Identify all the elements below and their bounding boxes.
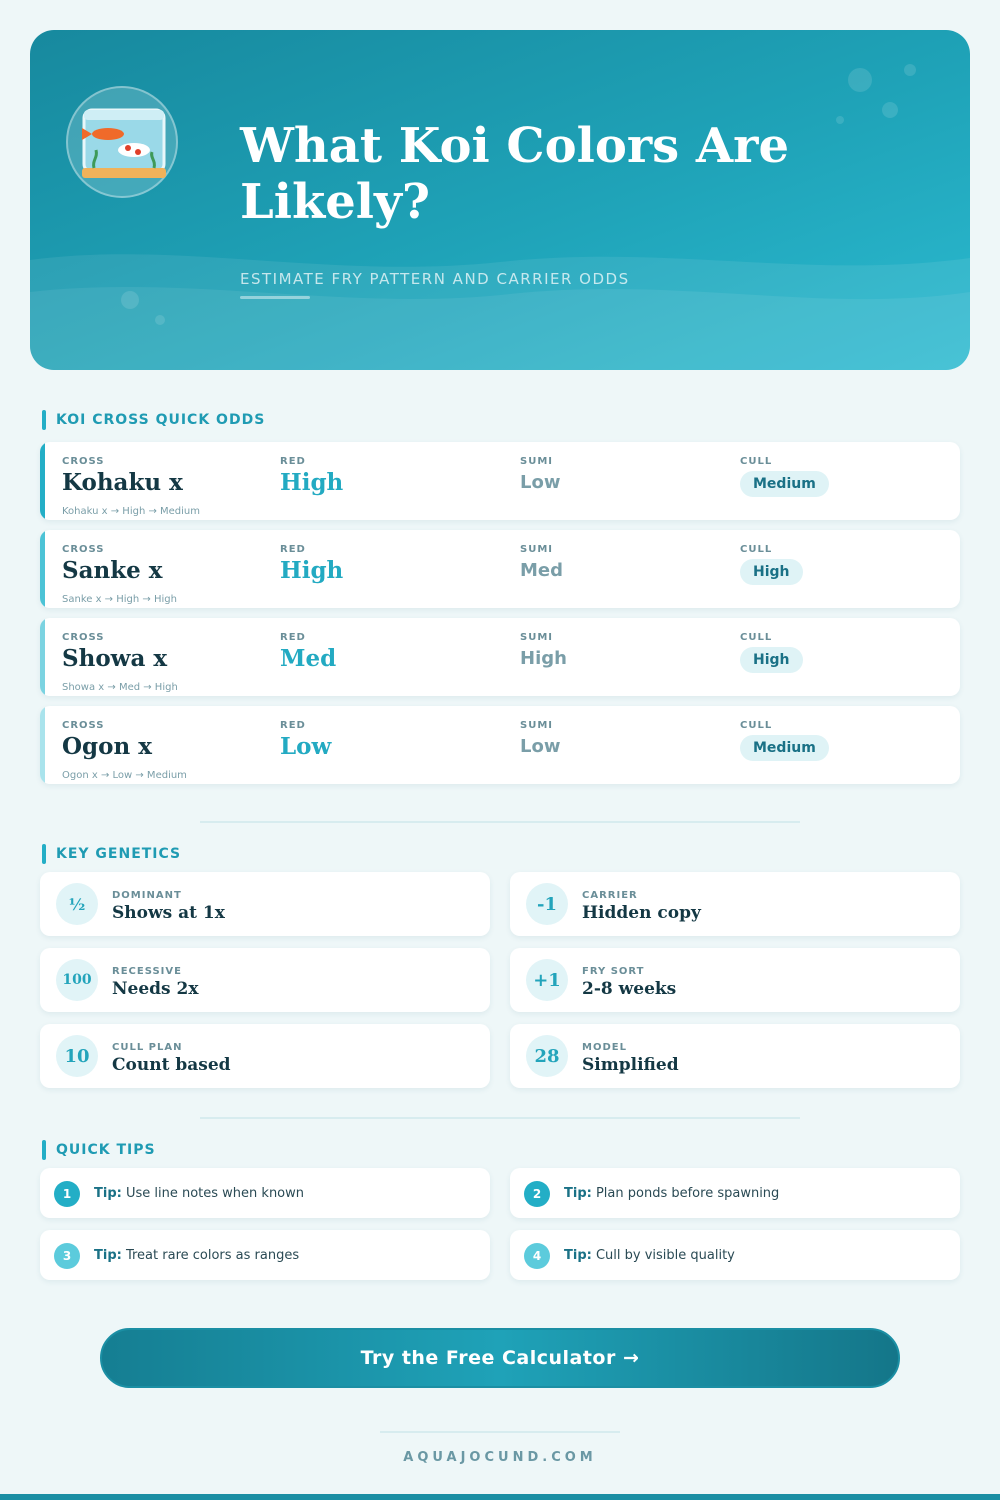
genetics-label: CARRIER: [582, 890, 638, 901]
cross-cell: [62, 632, 167, 672]
section-title-tips: QUICK TIPS: [42, 1140, 156, 1160]
cull-badge: High: [740, 559, 803, 585]
sumi-label: SUMI: [520, 456, 553, 467]
genetics-badge: ½: [56, 883, 98, 925]
red-value: High: [280, 557, 344, 584]
sumi-cell: [520, 632, 567, 669]
genetics-badge: 28: [526, 1035, 568, 1077]
genetics-badge: -1: [526, 883, 568, 925]
cull-badge: High: [740, 647, 803, 673]
cull-cell: [740, 632, 803, 673]
sumi-cell: [520, 456, 560, 493]
calculator-cta-button[interactable]: Try the Free Calculator →: [100, 1328, 900, 1388]
tip-body: Plan ponds before spawning: [595, 1186, 780, 1201]
red-cell: [280, 544, 343, 584]
sumi-cell: [520, 720, 560, 757]
footer-divider: [380, 1431, 620, 1433]
title-underline: [240, 296, 310, 299]
cull-label: CULL: [740, 544, 773, 555]
red-label: RED: [280, 544, 306, 555]
bottom-bar: [0, 1494, 1000, 1500]
red-label: RED: [280, 720, 306, 731]
tip-text: [564, 1186, 779, 1201]
red-cell: [280, 456, 343, 496]
tip-card: [40, 1168, 490, 1218]
cull-label: CULL: [740, 456, 773, 467]
cross-label: CROSS: [62, 456, 105, 467]
tip-prefix: Tip:: [564, 1186, 592, 1201]
page-title: What Koi Colors Are Likely?: [240, 118, 789, 230]
genetics-value: 2-8 weeks: [582, 979, 677, 999]
genetics-label: FRY SORT: [582, 966, 645, 977]
genetics-value: Count based: [112, 1055, 231, 1075]
aquarium-koi-icon: [66, 86, 178, 198]
cross-label: CROSS: [62, 720, 105, 731]
genetics-card: [40, 948, 490, 1012]
row-accent: [40, 706, 45, 784]
genetics-value: Shows at 1x: [112, 903, 225, 923]
genetics-value: Needs 2x: [112, 979, 199, 999]
sumi-value: Low: [520, 472, 561, 493]
section-title-odds: KOI CROSS QUICK ODDS: [42, 410, 265, 430]
cull-label: CULL: [740, 720, 773, 731]
odds-row: [40, 530, 960, 608]
page-subtitle: ESTIMATE FRY PATTERN AND CARRIER ODDS: [240, 270, 630, 288]
footer-site[interactable]: AQUAJOCUND.COM: [403, 1450, 597, 1465]
odds-row: [40, 618, 960, 696]
odds-row: [40, 706, 960, 784]
tip-number: 4: [524, 1243, 550, 1269]
cross-name: Sanke x: [62, 557, 163, 584]
odds-row: [40, 442, 960, 520]
tip-number: 2: [524, 1181, 550, 1207]
sumi-cell: [520, 544, 563, 581]
tip-card: [40, 1230, 490, 1280]
row-summary: Kohaku x → High → Medium: [62, 506, 201, 517]
genetics-badge: 10: [56, 1035, 98, 1077]
tip-prefix: Tip:: [94, 1186, 122, 1201]
tip-prefix: Tip:: [564, 1248, 592, 1263]
genetics-value: Simplified: [582, 1055, 679, 1075]
cross-cell: [62, 456, 183, 496]
row-summary: Ogon x → Low → Medium: [62, 770, 187, 781]
tip-body: Treat rare colors as ranges: [125, 1248, 300, 1263]
cross-cell: [62, 720, 152, 760]
cull-label: CULL: [740, 632, 773, 643]
tip-text: [94, 1186, 304, 1201]
cross-label: CROSS: [62, 544, 105, 555]
divider: [200, 1117, 800, 1119]
cull-cell: [740, 544, 803, 585]
genetics-badge: 100: [56, 959, 98, 1001]
red-value: Med: [280, 645, 337, 672]
sumi-label: SUMI: [520, 632, 553, 643]
cross-cell: [62, 544, 163, 584]
tip-number: 1: [54, 1181, 80, 1207]
row-accent: [40, 442, 45, 520]
cull-badge: Medium: [740, 471, 829, 497]
tip-prefix: Tip:: [94, 1248, 122, 1263]
red-value: High: [280, 469, 344, 496]
cross-name: Ogon x: [62, 733, 152, 760]
genetics-label: CULL PLAN: [112, 1042, 183, 1053]
row-summary: Sanke x → High → High: [62, 594, 177, 605]
sumi-label: SUMI: [520, 544, 553, 555]
tip-text: [564, 1248, 735, 1263]
sumi-value: Med: [520, 560, 564, 581]
sumi-value: High: [520, 648, 567, 669]
cross-name: Kohaku x: [62, 469, 183, 496]
genetics-value: Hidden copy: [582, 903, 701, 923]
genetics-card: [40, 1024, 490, 1088]
cross-label: CROSS: [62, 632, 105, 643]
tip-text: [94, 1248, 299, 1263]
sumi-value: Low: [520, 736, 561, 757]
tip-card: [510, 1168, 960, 1218]
row-accent: [40, 618, 45, 696]
genetics-label: DOMINANT: [112, 890, 182, 901]
genetics-label: MODEL: [582, 1042, 627, 1053]
cull-badge: Medium: [740, 735, 829, 761]
hero-banner: [30, 30, 970, 370]
section-title-genetics: KEY GENETICS: [42, 844, 181, 864]
tip-card: [510, 1230, 960, 1280]
genetics-label: RECESSIVE: [112, 966, 182, 977]
red-label: RED: [280, 632, 306, 643]
red-cell: [280, 720, 331, 760]
red-cell: [280, 632, 336, 672]
genetics-badge: +1: [526, 959, 568, 1001]
red-value: Low: [280, 733, 332, 760]
genetics-card: [40, 872, 490, 936]
row-accent: [40, 530, 45, 608]
row-summary: Showa x → Med → High: [62, 682, 178, 693]
red-label: RED: [280, 456, 306, 467]
cross-name: Showa x: [62, 645, 168, 672]
divider: [200, 821, 800, 823]
sumi-label: SUMI: [520, 720, 553, 731]
tip-body: Cull by visible quality: [595, 1248, 735, 1263]
genetics-card: [510, 872, 960, 936]
genetics-card: [510, 1024, 960, 1088]
genetics-card: [510, 948, 960, 1012]
cull-cell: [740, 720, 829, 761]
cull-cell: [740, 456, 829, 497]
tip-number: 3: [54, 1243, 80, 1269]
tip-body: Use line notes when known: [125, 1186, 305, 1201]
